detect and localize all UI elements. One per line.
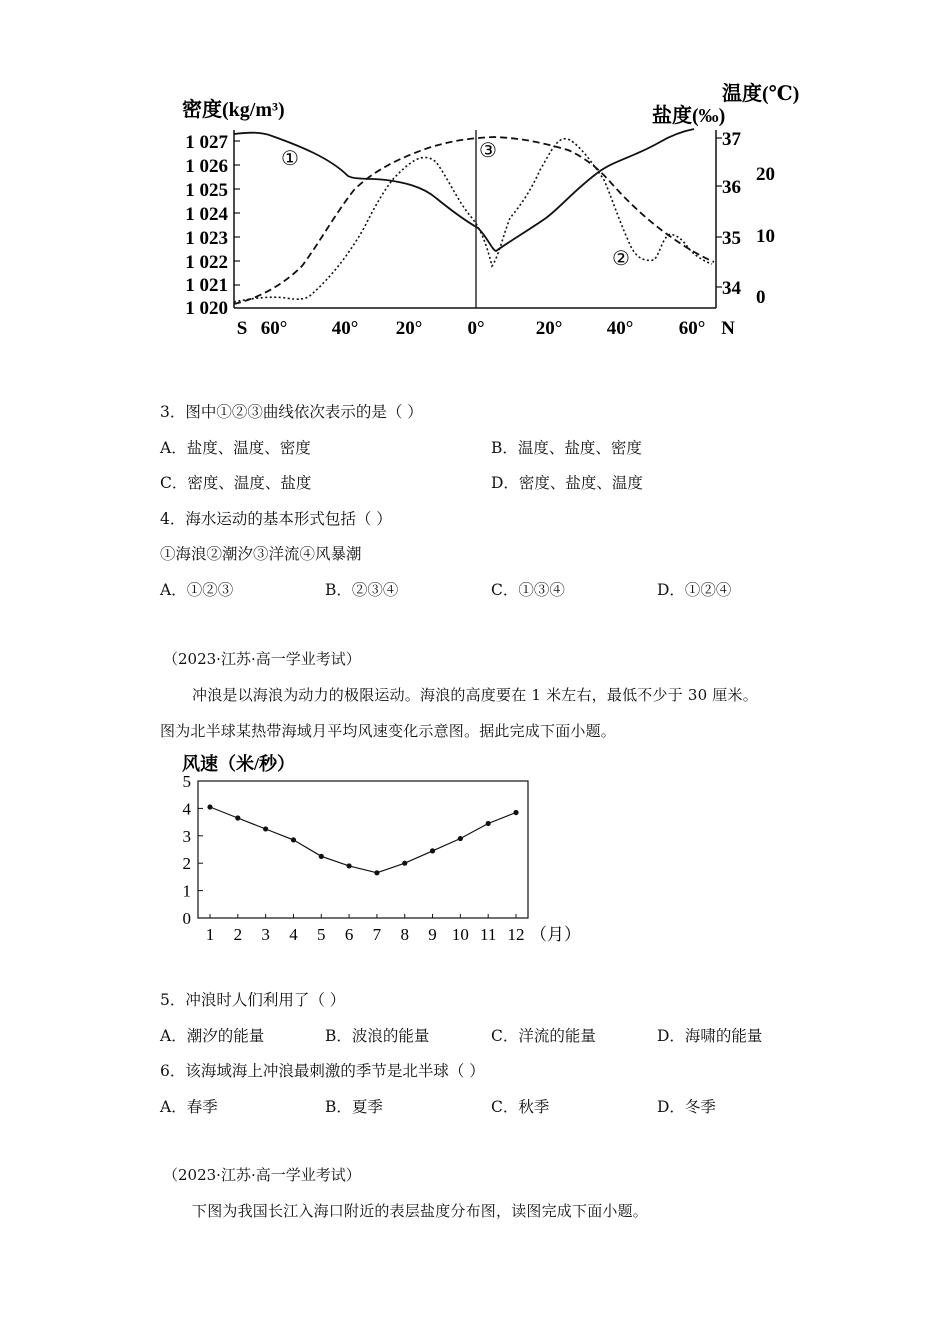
density-tick: 1 021 xyxy=(185,275,228,296)
q5-option-a[interactable]: A．潮汐的能量 xyxy=(160,1027,265,1045)
ocean-properties-figure xyxy=(160,78,820,348)
q3-option-b[interactable]: B．温度、盐度、密度 xyxy=(491,439,642,457)
x-tick-label: 9 xyxy=(428,925,437,944)
wind-speed-points xyxy=(207,804,518,875)
latitude-tick-labels xyxy=(237,318,735,339)
wind-speed-point xyxy=(263,826,268,831)
wind-speed-point xyxy=(486,821,491,826)
question-5-stem: 5．冲浪时人们利用了（ ） xyxy=(160,991,346,1009)
q4-option-a[interactable]: A．①②③ xyxy=(160,581,234,599)
wind-speed-point xyxy=(319,854,324,859)
latitude-tick: 20° xyxy=(395,318,423,339)
x-tick-label: 8 xyxy=(400,925,409,944)
temperature-tick: 20 xyxy=(756,164,775,185)
wind-speed-series-line xyxy=(210,807,516,873)
wind-chart-y-ticks xyxy=(183,772,204,928)
density-tick-labels xyxy=(185,132,228,319)
x-tick-label: 3 xyxy=(261,925,270,944)
salinity-tick: 36 xyxy=(722,177,741,198)
q5-option-d[interactable]: D．海啸的能量 xyxy=(657,1027,763,1045)
wind-speed-point xyxy=(458,836,463,841)
density-tick: 1 020 xyxy=(185,298,228,319)
latitude-tick: 60° xyxy=(678,318,706,339)
wind-speed-point xyxy=(235,815,240,820)
wind-speed-point xyxy=(513,810,518,815)
q6-option-b[interactable]: B．夏季 xyxy=(325,1098,383,1116)
density-tick: 1 024 xyxy=(185,204,228,225)
latitude-tick: 40° xyxy=(331,318,359,339)
density-tick: 1 027 xyxy=(185,132,228,153)
density-tick: 1 025 xyxy=(185,180,228,201)
x-tick-label: 7 xyxy=(372,925,382,944)
latitude-tick: 20° xyxy=(535,318,563,339)
density-tick: 1 026 xyxy=(185,156,228,177)
wind-speed-point xyxy=(430,848,435,853)
density-tick: 1 022 xyxy=(185,252,228,273)
salinity-axis-title: 盐度(‰) xyxy=(652,105,726,127)
salinity-tick-labels xyxy=(722,129,742,299)
curve-label-3: ③ xyxy=(479,140,497,162)
x-tick-label: 1 xyxy=(205,925,215,944)
curve-label-1: ① xyxy=(281,148,299,170)
y-tick-label: 0 xyxy=(182,909,191,928)
salinity-tick: 35 xyxy=(722,228,741,249)
wind-speed-point xyxy=(346,863,351,868)
question-4-items: ①海浪②潮汐③洋流④风暴潮 xyxy=(160,545,362,563)
y-tick-label: 2 xyxy=(182,854,191,874)
x-tick-label: 4 xyxy=(289,925,298,944)
question-3-stem: 3．图中①②③曲线依次表示的是（ ） xyxy=(160,403,423,421)
wind-chart-ylabel: 风速（米/秒） xyxy=(182,754,296,774)
q5-option-c[interactable]: C．洋流的能量 xyxy=(491,1027,596,1045)
q4-option-b[interactable]: B．②③④ xyxy=(325,581,399,599)
latitude-tick: 40° xyxy=(606,318,634,339)
wind-speed-chart xyxy=(160,748,600,948)
salinity-tick: 37 xyxy=(722,129,741,150)
y-tick-label: 5 xyxy=(182,772,191,791)
curve-1-solid xyxy=(234,129,694,251)
q6-option-c[interactable]: C．秋季 xyxy=(491,1098,550,1116)
temperature-axis-title: 温度(℃) xyxy=(722,83,800,105)
wind-speed-point xyxy=(207,804,212,809)
density-axis-title: 密度(kg/m³) xyxy=(182,99,285,121)
question-4-stem: 4．海水运动的基本形式包括（ ） xyxy=(160,510,392,528)
section-2-paragraph-line-2: 图为北半球某热带海域月平均风速变化示意图。据此完成下面小题。 xyxy=(160,722,617,740)
curve-label-2: ② xyxy=(612,248,630,270)
q4-option-d[interactable]: D．①②④ xyxy=(657,581,732,599)
salinity-tick: 34 xyxy=(722,278,741,299)
section-3-source: （2023·江苏·高一学业考试） xyxy=(163,1166,361,1184)
question-6-stem: 6．该海域海上冲浪最刺激的季节是北半球（ ） xyxy=(160,1062,485,1080)
temperature-tick: 0 xyxy=(756,287,766,308)
x-tick-label: 2 xyxy=(233,925,243,944)
x-tick-label: 12 xyxy=(507,925,525,944)
q5-option-b[interactable]: B．波浪的能量 xyxy=(325,1027,430,1045)
q6-option-a[interactable]: A．春季 xyxy=(160,1098,218,1116)
density-tick: 1 023 xyxy=(185,228,228,249)
latitude-tick: N xyxy=(721,318,735,339)
x-tick-label: 5 xyxy=(317,925,326,944)
latitude-tick: S xyxy=(236,318,248,339)
wind-speed-point xyxy=(374,870,379,875)
wind-chart-frame xyxy=(198,781,528,918)
q6-option-d[interactable]: D．冬季 xyxy=(657,1098,716,1116)
wind-chart-xlabel: （月） xyxy=(530,925,581,944)
section-2-paragraph-line-1: 冲浪是以海浪为动力的极限运动。海浪的高度要在 1 米左右，最低不少于 30 厘米。 xyxy=(192,686,758,704)
temperature-tick-labels xyxy=(756,164,775,308)
latitude-tick: 60° xyxy=(260,318,288,339)
wind-speed-point xyxy=(402,861,407,866)
y-tick-label: 3 xyxy=(182,826,191,846)
x-tick-label: 6 xyxy=(344,925,354,944)
latitude-tick: 0° xyxy=(467,318,485,339)
q3-option-c[interactable]: C．密度、温度、盐度 xyxy=(160,474,312,492)
section-2-source: （2023·江苏·高一学业考试） xyxy=(163,650,361,668)
x-tick-label: 11 xyxy=(479,925,497,944)
x-tick-label: 10 xyxy=(451,925,469,944)
y-tick-label: 1 xyxy=(182,881,191,901)
q4-option-c[interactable]: C．①③④ xyxy=(491,581,565,599)
section-3-paragraph: 下图为我国长江入海口附近的表层盐度分布图，读图完成下面小题。 xyxy=(192,1202,649,1220)
y-tick-label: 4 xyxy=(182,799,191,819)
wind-speed-point xyxy=(291,837,296,842)
temperature-tick: 10 xyxy=(756,226,775,247)
curve-2-dotted xyxy=(234,139,712,302)
q3-option-a[interactable]: A．盐度、温度、密度 xyxy=(160,439,311,457)
q3-option-d[interactable]: D．密度、盐度、温度 xyxy=(491,474,643,492)
